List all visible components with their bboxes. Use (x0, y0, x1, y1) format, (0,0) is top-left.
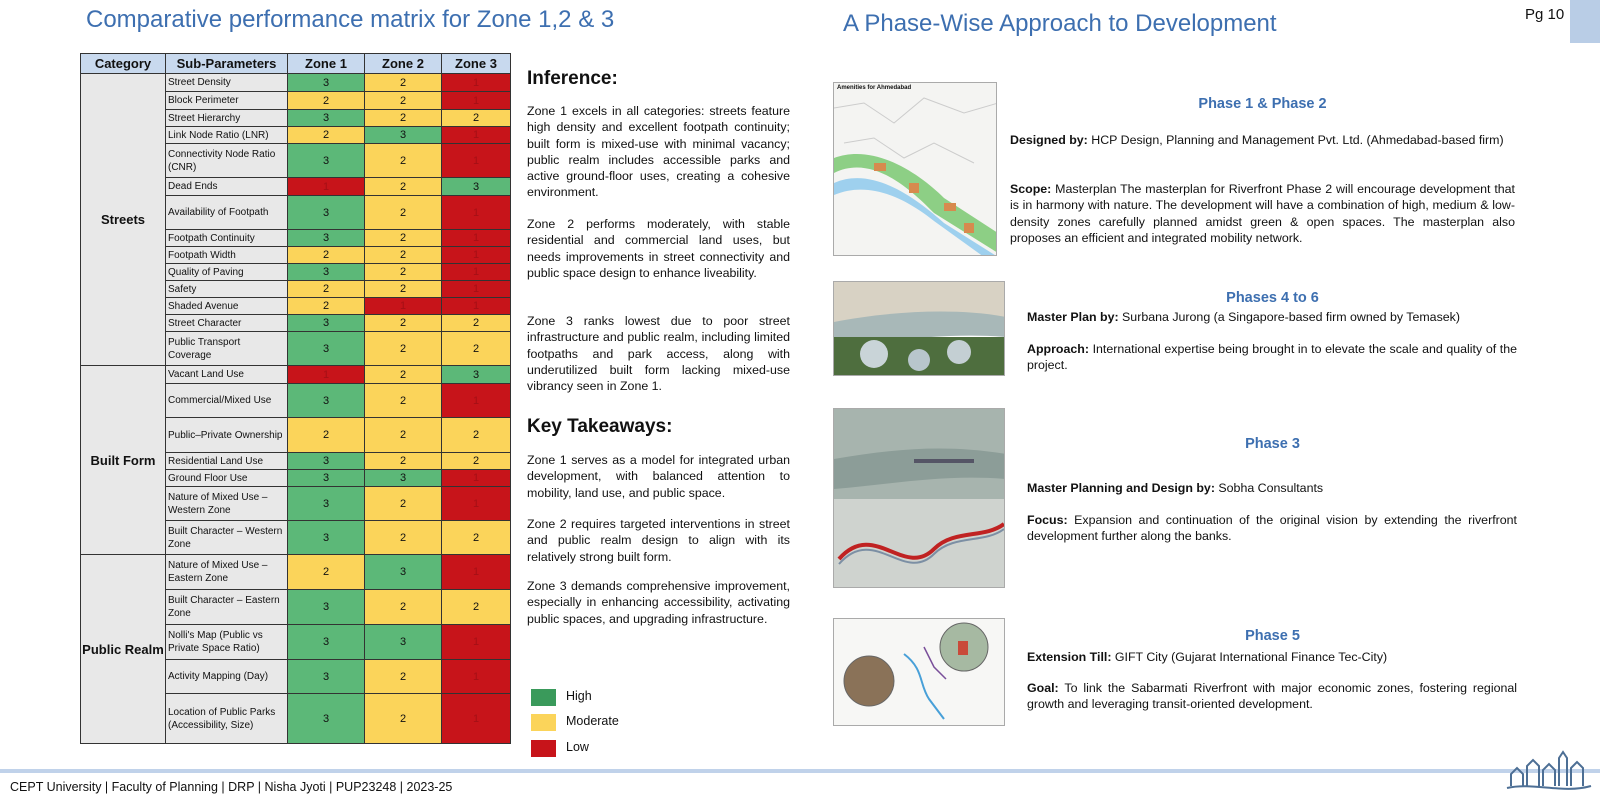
zone-2-score-cell: 2 (365, 178, 442, 196)
page-number: Pg 10 (1525, 6, 1565, 23)
zone-3-score-cell: 1 (442, 264, 511, 281)
zone-1-score-cell: 3 (288, 264, 365, 281)
inference-paragraph: Zone 3 ranks lowest due to poor street infrastructure and public realm, including limited footpaths and park access, along with underutilized built form lacking mixed-use vibrancy seen in Zone 1. (527, 314, 790, 394)
category-cell: Built Form (81, 366, 166, 555)
phase-label: Approach: (1027, 342, 1089, 356)
sub-parameter-cell: Dead Ends (166, 178, 288, 196)
phase-value: Surbana Jurong (a Singapore-based firm owned by Temasek) (1118, 310, 1460, 324)
logo-icon (1503, 738, 1593, 798)
zone-1-score-cell: 3 (288, 470, 365, 487)
phase-3-photos (833, 408, 1005, 588)
inference-paragraph: Zone 2 performs moderately, with stable residential and commercial land uses, but needs improvements in street connectivity and public space design to enhance liveability. (527, 217, 790, 280)
zone-1-score-cell: 2 (288, 92, 365, 110)
zone-3-score-cell: 1 (442, 625, 511, 660)
zone-2-score-cell: 2 (365, 660, 442, 694)
table-row (81, 366, 511, 384)
zone-3-score-cell: 1 (442, 660, 511, 694)
zone-1-score-cell: 3 (288, 625, 365, 660)
zone-3-score-cell: 3 (442, 178, 511, 196)
sub-parameter-cell: Footpath Continuity (166, 230, 288, 247)
zone-1-score-cell: 2 (288, 247, 365, 264)
phase-label: Focus: (1027, 513, 1068, 527)
legend-high-swatch (531, 689, 556, 706)
zone-3-score-cell: 1 (442, 555, 511, 590)
zone-2-score-cell: 2 (365, 453, 442, 470)
zone-3-score-cell: 1 (442, 127, 511, 144)
zone-3-score-cell: 1 (442, 298, 511, 315)
header-sub-parameters: Sub-Parameters (166, 54, 288, 74)
sub-parameter-cell: Street Character (166, 315, 288, 332)
zone-3-score-cell: 1 (442, 281, 511, 298)
category-cell: Public Realm (81, 555, 166, 744)
sub-parameter-cell: Safety (166, 281, 288, 298)
zone-3-score-cell: 1 (442, 247, 511, 264)
zone-3-score-cell: 2 (442, 110, 511, 127)
matrix-title: Comparative performance matrix for Zone 1,2 & 3 (86, 6, 615, 33)
legend-low-swatch (531, 740, 556, 757)
zone-3-score-cell: 2 (442, 315, 511, 332)
zone-2-score-cell: 3 (365, 555, 442, 590)
zone-3-score-cell: 1 (442, 694, 511, 744)
zone-3-score-cell: 1 (442, 384, 511, 418)
zone-1-score-cell: 3 (288, 74, 365, 92)
zone-3-score-cell: 2 (442, 590, 511, 625)
sub-parameter-cell: Street Hierarchy (166, 110, 288, 127)
sub-parameter-cell: Nolli's Map (Public vs Private Space Ratio) (166, 625, 288, 660)
legend-moderate-swatch (531, 714, 556, 731)
sub-parameter-cell: Public–Private Ownership (166, 418, 288, 453)
zone-3-score-cell: 1 (442, 470, 511, 487)
footer-text: CEPT University | Faculty of Planning | DRP | Nisha Jyoti | PUP23248 | 2023-25 (10, 780, 453, 794)
phase-label: Goal: (1027, 681, 1059, 695)
zone-2-score-cell: 2 (365, 74, 442, 92)
zone-2-score-cell: 2 (365, 694, 442, 744)
legend-high-label: High (566, 689, 592, 703)
zone-1-score-cell: 3 (288, 453, 365, 470)
header-zone-1: Zone 1 (288, 54, 365, 74)
sub-parameter-cell: Commercial/Mixed Use (166, 384, 288, 418)
phase-value: To link the Sabarmati Riverfront with major economic zones, fostering regional growth and leveraging transit-oriented development. (1027, 681, 1517, 712)
sub-parameter-cell: Activity Mapping (Day) (166, 660, 288, 694)
phase-1-2-scope (1010, 181, 1515, 246)
zone-1-score-cell: 2 (288, 127, 365, 144)
phase-value: Masterplan The masterplan for Riverfront Phase 2 will encourage development that is in harmony with nature. The development will have a combination of high, medium & low-density zones carefully planned amidst green & open spaces. The masterplan also proposes an efficient and integrated mobility network. (1010, 182, 1515, 245)
phase-value: International expertise being brought in to elevate the scale and quality of the project. (1027, 342, 1517, 373)
zone-1-score-cell: 2 (288, 555, 365, 590)
zone-1-score-cell: 3 (288, 315, 365, 332)
zone-2-score-cell: 2 (365, 110, 442, 127)
sub-parameter-cell: Nature of Mixed Use – Eastern Zone (166, 555, 288, 590)
phase-1-2-designer (1010, 132, 1515, 148)
header-zone-3: Zone 3 (442, 54, 511, 74)
zone-3-score-cell: 1 (442, 196, 511, 230)
footer-rule (0, 769, 1600, 773)
zone-2-score-cell: 2 (365, 196, 442, 230)
zone-2-score-cell: 3 (365, 625, 442, 660)
sub-parameter-cell: Residential Land Use (166, 453, 288, 470)
phase-1-2-map-image (833, 82, 997, 256)
takeaway-paragraph: Zone 2 requires targeted interventions in street and public realm design to align with its relatively strong built form. (527, 517, 790, 564)
zone-3-score-cell: 1 (442, 230, 511, 247)
table-row (81, 74, 511, 92)
phase-value: Expansion and continuation of the original vision by extending the riverfront development further along the banks. (1027, 513, 1517, 544)
zone-2-score-cell: 1 (365, 298, 442, 315)
zone-1-score-cell: 2 (288, 418, 365, 453)
zone-2-score-cell: 2 (365, 230, 442, 247)
phase-label: Designed by: (1010, 133, 1088, 147)
phase-label: Master Planning and Design by: (1027, 481, 1215, 495)
zone-1-score-cell: 3 (288, 384, 365, 418)
sub-parameter-cell: Footpath Width (166, 247, 288, 264)
zone-3-score-cell: 1 (442, 74, 511, 92)
takeaway-paragraph: Zone 1 serves as a model for integrated urban development, with balanced attention to mobility, land use, and public space. (527, 453, 790, 500)
zone-1-score-cell: 3 (288, 332, 365, 366)
zone-2-score-cell: 2 (365, 366, 442, 384)
phase-5-goal (1027, 680, 1517, 713)
header-zone-2: Zone 2 (365, 54, 442, 74)
matrix-header-row (81, 54, 511, 74)
sub-parameter-cell: Link Node Ratio (LNR) (166, 127, 288, 144)
sub-parameter-cell: Quality of Paving (166, 264, 288, 281)
zone-1-score-cell: 2 (288, 281, 365, 298)
zone-1-score-cell: 3 (288, 487, 365, 521)
zone-2-score-cell: 2 (365, 92, 442, 110)
phase-4-6-photo (833, 281, 1005, 376)
category-cell: Streets (81, 74, 166, 366)
zone-2-score-cell: 2 (365, 521, 442, 555)
phase-5-map-image (833, 618, 1005, 726)
sub-parameter-cell: Public Transport Coverage (166, 332, 288, 366)
sub-parameter-cell: Shaded Avenue (166, 298, 288, 315)
performance-matrix (80, 53, 511, 744)
phase-4-6-title: Phases 4 to 6 (1226, 290, 1319, 306)
zone-2-score-cell: 2 (365, 247, 442, 264)
zone-1-score-cell: 3 (288, 196, 365, 230)
sub-parameter-cell: Built Character – Western Zone (166, 521, 288, 555)
zone-2-score-cell: 2 (365, 384, 442, 418)
phase-image-caption: Amenities for Ahmedabad (837, 85, 912, 91)
zone-2-score-cell: 2 (365, 315, 442, 332)
inference-heading: Inference: (527, 68, 618, 89)
table-row (81, 555, 511, 590)
phase-5-extension (1027, 649, 1517, 665)
phase-1-2-title: Phase 1 & Phase 2 (1198, 96, 1327, 112)
zone-1-score-cell: 3 (288, 660, 365, 694)
zone-3-score-cell: 1 (442, 144, 511, 178)
zone-1-score-cell: 3 (288, 144, 365, 178)
phase-4-6-approach (1027, 341, 1517, 374)
zone-3-score-cell: 3 (442, 366, 511, 384)
corner-accent (1570, 0, 1600, 43)
zone-1-score-cell: 3 (288, 694, 365, 744)
sub-parameter-cell: Nature of Mixed Use – Western Zone (166, 487, 288, 521)
phase-4-6-planner (1027, 309, 1517, 325)
inference-paragraph: Zone 1 excels in all categories: streets feature high density and excellent footpath continuity; built form is mixed-use with minimal vacancy; public realm includes accessible parks and active ground-floor uses, creating a cohesive environment. (527, 104, 790, 200)
zone-2-score-cell: 3 (365, 470, 442, 487)
phase-value: GIFT City (Gujarat International Finance Tec-City) (1111, 650, 1388, 664)
zone-2-score-cell: 3 (365, 127, 442, 144)
zone-1-score-cell: 2 (288, 298, 365, 315)
takeaway-paragraph: Zone 3 demands comprehensive improvement, especially in enhancing accessibility, activating public spaces, and upgrading infrastructure. (527, 579, 790, 626)
sub-parameter-cell: Ground Floor Use (166, 470, 288, 487)
zone-3-score-cell: 2 (442, 332, 511, 366)
sub-parameter-cell: Location of Public Parks (Accessibility, Size) (166, 694, 288, 744)
phase-3-focus (1027, 512, 1517, 545)
sub-parameter-cell: Block Perimeter (166, 92, 288, 110)
zone-1-score-cell: 3 (288, 590, 365, 625)
zone-3-score-cell: 2 (442, 418, 511, 453)
sub-parameter-cell: Availability of Footpath (166, 196, 288, 230)
zone-3-score-cell: 1 (442, 487, 511, 521)
phase-value: Sobha Consultants (1214, 481, 1324, 495)
zone-2-score-cell: 2 (365, 144, 442, 178)
zone-1-score-cell: 3 (288, 230, 365, 247)
zone-2-score-cell: 2 (365, 281, 442, 298)
zone-2-score-cell: 2 (365, 264, 442, 281)
phase-label: Master Plan by: (1027, 310, 1119, 324)
zone-2-score-cell: 2 (365, 418, 442, 453)
phase-value: HCP Design, Planning and Management Pvt. Ltd. (Ahmedabad-based firm) (1087, 133, 1504, 147)
zone-1-score-cell: 1 (288, 366, 365, 384)
phase-label: Extension Till: (1027, 650, 1112, 664)
zone-3-score-cell: 1 (442, 92, 511, 110)
zone-2-score-cell: 2 (365, 487, 442, 521)
sub-parameter-cell: Connectivity Node Ratio (CNR) (166, 144, 288, 178)
zone-3-score-cell: 2 (442, 453, 511, 470)
sub-parameter-cell: Street Density (166, 74, 288, 92)
zone-3-score-cell: 2 (442, 521, 511, 555)
phase-title: A Phase-Wise Approach to Development (843, 10, 1277, 37)
sub-parameter-cell: Built Character – Eastern Zone (166, 590, 288, 625)
phase-label: Scope: (1010, 182, 1052, 196)
zone-2-score-cell: 2 (365, 332, 442, 366)
takeaways-heading: Key Takeaways: (527, 416, 673, 437)
legend-low-label: Low (566, 740, 589, 754)
sub-parameter-cell: Vacant Land Use (166, 366, 288, 384)
zone-2-score-cell: 2 (365, 590, 442, 625)
phase-3-title: Phase 3 (1245, 436, 1300, 452)
zone-1-score-cell: 3 (288, 521, 365, 555)
phase-3-planner (1027, 480, 1517, 496)
zone-1-score-cell: 1 (288, 178, 365, 196)
zone-1-score-cell: 3 (288, 110, 365, 127)
header-category: Category (81, 54, 166, 74)
phase-5-title: Phase 5 (1245, 628, 1300, 644)
legend-moderate-label: Moderate (566, 714, 619, 728)
